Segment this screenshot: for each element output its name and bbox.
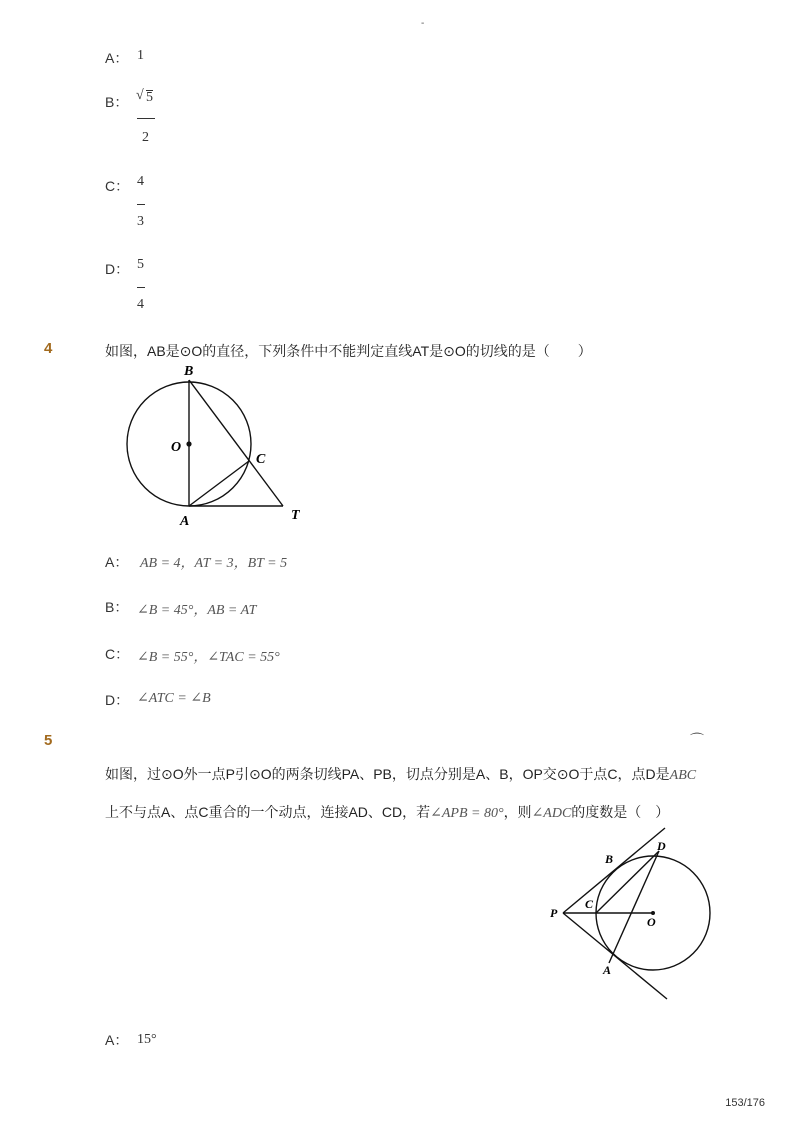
q4-option-c-math: ∠B = 55°，∠TAC = 55° xyxy=(137,650,280,665)
label-b: B xyxy=(184,364,194,379)
denominator: 3 xyxy=(137,214,144,229)
line-ac xyxy=(189,461,249,506)
label-a: A xyxy=(180,514,190,529)
q4-option-b-math: ∠B = 45°，AB = AT xyxy=(137,603,257,618)
q3-option-d-fraction xyxy=(135,257,149,317)
q3-option-b-fraction xyxy=(136,82,160,146)
q5-question-line2 xyxy=(105,802,669,822)
q4-option-a-label[interactable]: A： xyxy=(105,554,129,570)
radical-sign: √ xyxy=(136,88,144,103)
q5-line1-text: 如图，过⊙O外一点P引⊙O的两条切线PA、PB，切点分别是A、B，OP交⊙O于点C，点D是 xyxy=(105,766,670,782)
q5-option-a-label[interactable]: A： xyxy=(105,1032,129,1048)
q5-number: 5 xyxy=(44,732,53,749)
q3-option-a-label[interactable]: A： xyxy=(105,50,129,66)
fraction-bar xyxy=(137,204,145,205)
q4-number: 4 xyxy=(44,340,53,357)
label-b: B xyxy=(605,852,614,866)
q5-option-a-value: 15° xyxy=(137,1032,157,1047)
q5-question-line1 xyxy=(105,764,696,784)
numerator: 5 xyxy=(137,257,144,272)
arc-mark: ⌒ xyxy=(690,734,704,749)
label-o: O xyxy=(647,915,656,929)
label-t: T xyxy=(291,508,300,523)
q5-line2-math2: ∠ADC xyxy=(531,806,572,821)
q3-option-b-label[interactable]: B： xyxy=(105,94,129,110)
center-point-o xyxy=(186,441,191,446)
q5-line2-text-c: 的度数是（ ） xyxy=(571,804,670,820)
label-p: P xyxy=(550,906,558,920)
q3-option-c-fraction xyxy=(135,174,149,234)
label-c: C xyxy=(256,452,266,467)
q3-option-a-value: 1 xyxy=(137,48,144,63)
radicand: 5 xyxy=(146,90,153,105)
q5-line2-text-a: 上不与点A、点C重合的一个动点，连接AD、CD，若 xyxy=(105,804,431,820)
numerator: 4 xyxy=(137,174,144,189)
q5-line1-math: ABC xyxy=(669,768,697,783)
label-a: A xyxy=(603,963,612,977)
label-d: D xyxy=(657,839,666,853)
q4-option-c-label[interactable]: C： xyxy=(105,646,130,662)
label-c: C xyxy=(585,897,594,911)
q5-line2-text-b: ，则 xyxy=(503,804,532,820)
q5-line2-math1: ∠APB = 80° xyxy=(430,806,504,821)
label-o: O xyxy=(171,440,182,455)
q4-question-text: 如图，AB是⊙O的直径，下列条件中不能判定直线AT是⊙O的切线的是（ ） xyxy=(105,343,592,359)
q4-option-a-math: AB = 4，AT = 3，BT = 5 xyxy=(140,556,288,571)
q5-figure xyxy=(545,822,725,1004)
q3-option-d-label[interactable]: D： xyxy=(105,261,130,277)
q4-figure xyxy=(110,355,320,530)
q4-option-d-label[interactable]: D： xyxy=(105,692,130,708)
fraction-bar xyxy=(137,118,155,119)
q3-option-c-label[interactable]: C： xyxy=(105,178,130,194)
q4-option-b-label[interactable]: B： xyxy=(105,599,129,615)
top-mark: - xyxy=(421,18,425,29)
q4-option-d-math: ∠ATC = ∠B xyxy=(137,691,211,706)
page-number: 153/176 xyxy=(725,1097,765,1109)
fraction-bar xyxy=(137,287,145,288)
denominator: 2 xyxy=(142,130,149,145)
line-bt xyxy=(189,380,283,506)
denominator: 4 xyxy=(137,297,144,312)
